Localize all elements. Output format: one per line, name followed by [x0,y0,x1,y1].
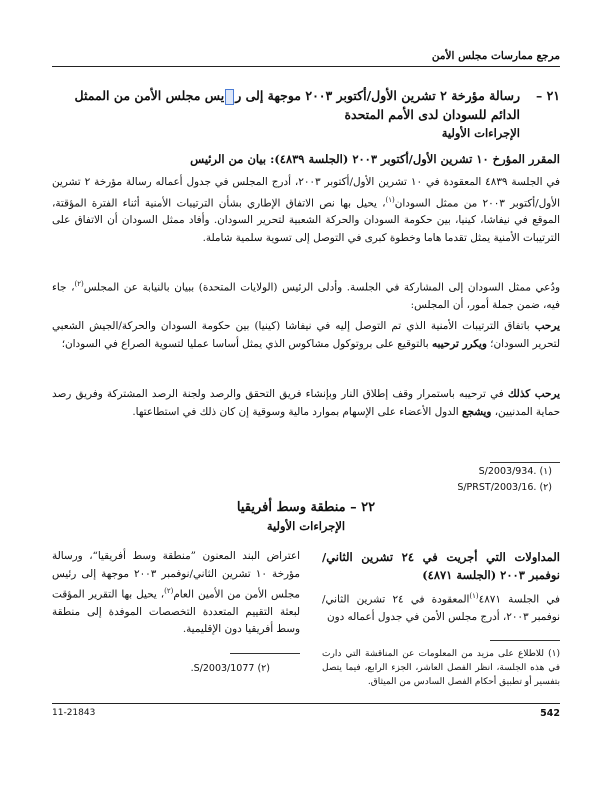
deliberations-heading: المداولات التي أجريت في ٢٤ تشرين الثاني/نوفمبر ٢٠٠٣ (الجلسة ٤٨٧١) [322,550,560,582]
right-col-fn-ref: (١) [469,592,479,600]
section-22-title: ٢٢ – منطقة وسط أفريقيا [236,500,376,515]
footer-rule [52,703,560,704]
section-22-subheading: الإجراءات الأولية [266,519,346,533]
footnote-2-num: (٢) [539,482,552,493]
section-21-subheading: الإجراءات الأولية [441,126,520,140]
para-4-bold-2: ويشجع [461,405,492,418]
section-21-number: ٢١ – [535,88,560,103]
para-1-text: في الجلسة ٤٨٣٩ المعقودة في ١٠ تشرين الأول/أكتوبر ٢٠٠٣، أدرج المجلس في جدول أعماله رسالة مؤرخة ٢ تشرين الأول/أكتوبر ٢٠٠٣ من ممثل السودان [52,176,560,209]
header-rule [52,66,560,67]
right-col-text: في الجلسة ٤٨٧١ [478,593,560,606]
text-cursor-icon [225,89,234,105]
footnote-1-text: S/2003/934. [478,466,537,477]
section-22-heading [52,500,560,533]
right-col-text-cont: المعقودة في ٢٤ تشرين الثاني/نوفمبر ٢٠٠٣، أدرج مجلس الأمن في جدول أعماله دون [322,593,560,623]
footnote-1 [479,466,552,477]
decision-para-2 [52,276,560,314]
decision-para-4 [52,386,560,421]
left-col-footnote: (٢) S/2003/1077. [190,662,270,674]
section-21-heading [52,86,560,143]
right-col-footnote-rule [490,640,560,641]
para-3-text-cont: بالتوقيع على بروتوكول مشاكوس الذي يمثل أساسا عمليا لتسوية الصراع في السودان؛ [61,337,432,350]
footnote-ref-2: (٢) [74,280,84,288]
para-4-bold: يرحب كذلك [507,388,560,400]
document-code: 11-21843 [52,708,96,718]
footnote-2 [457,482,552,493]
left-col-para [52,548,300,639]
left-column [52,548,300,677]
para-2-text-cont: ، جاء فيه، ضمن جملة أمور، أن المجلس: [52,281,560,311]
footnote-ref-1: (١) [385,195,395,204]
decision-title: المقرر المؤرخ ١٠ تشرين الأول/أكتوبر ٢٠٠٣ (الجلسة ٤٨٣٩): بيان من الرئيس [190,152,560,166]
decision-para-3 [52,318,560,353]
decision-para-1 [52,174,560,247]
footnote-rule [490,462,560,463]
section-21-title-part2: يس مجلس الأمن من الممثل الدائم للسودان لدى الأمم المتحدة [74,88,520,122]
page-number: 542 [540,708,560,719]
running-head: مرجع ممارسات مجلس الأمن [431,50,560,62]
right-col-footnote: (١) للاطلاع على مزيد من المعلومات عن المناقشة التي دارت في هذه الجلسة، انظر الفصل العاشر، الجزء الرابع، فيما يتصل بتفسير أو تطبيق أحكام الفصل السادس من الميثاق. [322,649,560,688]
left-col-fn-ref: (٢) [164,587,174,595]
para-1-text-cont: ، يحيل بها نص الاتفاق الإطاري بشأن الترتيبات الأمنية أثناء الفترة المؤقتة، الموقع في نيفاشا، كينيا، بين حكومة السودان والحركة الشعبية لتحرير السودان. وأفاد ممثل السودان أن الاتفاق على الترتيبات الأمنية يمثل تقدما هاما وخطوة كبرى في التوصل إلى تسوية سلمية شاملة. [52,196,560,244]
left-col-text-cont: ، يحيل بها التقرير المؤقت لبعثة التقييم المتعددة التخصصات الموفدة إلى منطقة وسط أفريقيا دون الإقليمية. [52,588,300,636]
left-col-footnote-rule [230,653,300,654]
para-4-text-cont: الدول الأعضاء على الإسهام بموارد مالية وسوقية إن كان ذلك في استطاعتها. [132,405,462,418]
right-column [322,548,560,689]
para-3-bold-2: ويكرر ترحيبه [431,337,487,350]
right-col-para [322,588,560,626]
footnote-2-text: S/PRST/2003/16. [457,482,537,493]
para-4-text: في ترحيبه باستمرار وقف إطلاق النار وبإنشاء فريق التحقق والرصد ولجنة الرصد المشتركة وفريق رصد حماية المدنيين، [52,388,560,418]
footnote-1-num: (١) [539,466,552,477]
para-3-bold: يرحب [534,320,560,332]
section-21-title-part1: رسالة مؤرخة ٢ تشرين الأول/أكتوبر ٢٠٠٣ موجهة إلى ر [235,88,520,103]
left-col-text: اعتراض البند المعنون ”منطقة وسط أفريقيا“، ورسالة مؤرخة ١٠ تشرين الثاني/نوفمبر ٢٠٠٣ موجهة إلى رئيس مجلس الأمن من الأمين العام [52,550,300,601]
para-2-text: ودُعي ممثل السودان إلى المشاركة في الجلسة. وأدلى الرئيس (الولايات المتحدة) ببيان بالنيابة عن المجلس [83,281,561,294]
para-3-text: باتفاق الترتيبات الأمنية الذي تم التوصل إليه في نيفاشا (كينيا) بين حكومة السودان والحركة/الجيش الشعبي لتحرير السودان؛ [52,320,560,350]
